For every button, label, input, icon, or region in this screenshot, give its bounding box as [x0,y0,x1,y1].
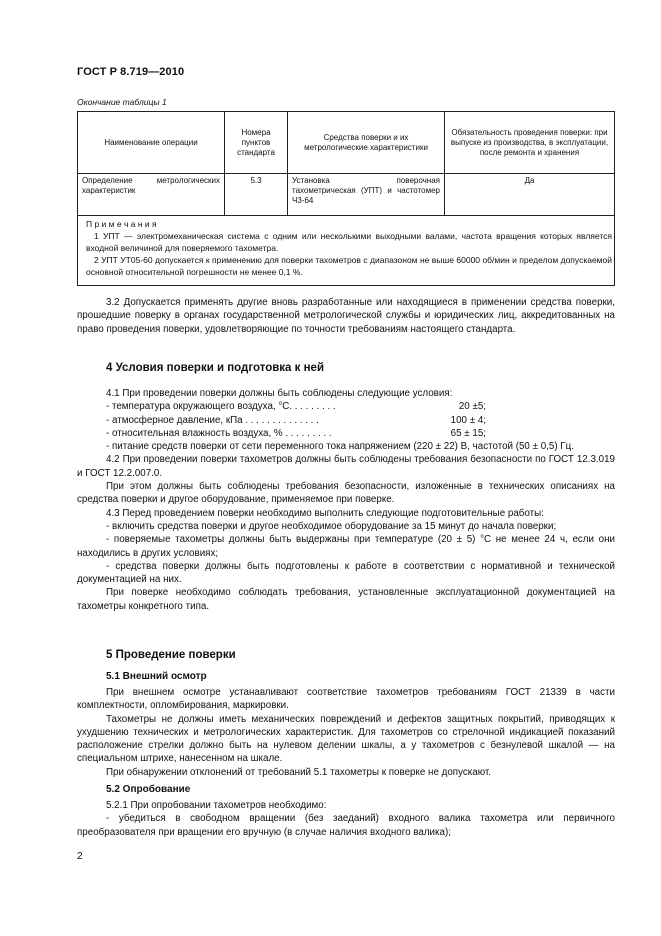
header-means: Средства поверки и их метрологические характеристики [288,112,445,174]
cell-means: Установка поверочная тахометрическая (УПТ) и частотомер Ч3-64 [288,174,445,216]
paragraph-5-2-1: 5.2.1 При опробовании тахометров необходимо: [106,800,327,811]
section-5-title: 5 Проведение поверки [106,649,236,661]
notes-title: П р и м е ч а н и я [86,219,157,229]
section-5-2-body [77,799,615,839]
condition-temperature-value: 20 ±5; [458,401,486,413]
paragraph-3-2: 3.2 Допускается применять другие вновь разработанные или находящиеся в применении средства поверки, прошедшие поверку в органах государственной метрологической службы и юридических лиц, аккредитованных на право проведения поверки, удовлетворяющие по точности требованиям настоящего стандарта. [77,297,615,335]
paragraph-5-1-b: Тахометры не должны иметь механических повреждений и дефектов защитных покрытий, приводящих к ухудшению технических и метрологических характеристик. Для тахометров со стрелочной индикацией показаний расположение стрелки должно быть на нулевом делении шкалы, а у тахометров с безнулевой шкалой — на специальном штрихе, нанесенном на шкале. [77,713,615,765]
header-mandatory: Обязательность проведения поверки: при выпуске из производства, в эксплуатации, после ремонта и хранения [445,112,615,174]
condition-humidity [77,427,486,440]
paragraph-4-3-operation: При поверке необходимо соблюдать требования, установленные эксплуатационной документацией на тахометры конкретного типа. [77,587,615,612]
table-row [78,174,615,216]
work-3: - средства поверки должны быть подготовлены к работе в соответствии с нормативной и технической документацией на них. [77,560,615,586]
condition-humidity-label: - относительная влажность воздуха, % . . . . . . . . . [106,427,332,439]
paragraph-5-1-c: При обнаружении отклонений от требований 5.1 тахометры к поверке не допускают. [106,766,491,778]
cell-clause: 5.3 [225,174,288,216]
header-operation: Наименование операции [78,112,225,174]
section-5-1-body [77,686,615,779]
subsection-5-1-title: 5.1 Внешний осмотр [106,671,207,682]
cell-operation: Определение метрологических характеристик [78,174,225,216]
paragraph-4-1: 4.1 При проведении поверки должны быть соблюдены следующие условия: [106,388,453,399]
cell-mandatory: Да [445,174,615,216]
condition-power: - питание средств поверки от сети переменного тока напряжением (220 ± 22) В, частотой (50 ± 0,5) Гц. [106,441,574,453]
section-4-title: 4 Условия поверки и подготовка к ней [106,362,325,374]
condition-temperature [77,400,486,413]
section-4-body [77,387,615,613]
condition-pressure-label: - атмосферное давление, кПа . . . . . . . . . . . . . . [106,414,319,426]
work-2: - поверяемые тахометры должны быть выдержаны при температуре (20 ± 5) °С не менее 24 ч, если они находились в других условиях; [77,534,615,559]
paragraph-4-2-safety: При этом должны быть соблюдены требования безопасности, изложенные в технических описаниях на средства поверки и другое оборудование, применяемое при поверке. [77,481,615,506]
note-2: 2 УПТ УТ05-60 допускается к применению для поверки тахометров с диапазоном не выше 60000 об/мин и пределом допускаемой основной относительной погрешности не менее 0,1 %. [86,255,612,277]
paragraph-3-2-block [77,296,615,336]
condition-temperature-label: - температура окружающего воздуха, °С. . . . . . . . . [106,401,336,413]
standard-header: ГОСТ Р 8.719—2010 [77,66,185,78]
table-caption: Окончание таблицы 1 [77,97,167,107]
paragraph-4-3: 4.3 Перед проведением поверки необходимо выполнить следующие подготовительные работы: [106,507,544,519]
table-header-row [78,112,615,174]
subsection-5-2-title: 5.2 Опробование [106,784,191,795]
paragraph-5-1-a: При внешнем осмотре устанавливают соответствие тахометров требованиям ГОСТ 21339 в части комплектности, опломбирования, маркировки. [77,687,615,712]
condition-humidity-value: 65 ± 15; [450,427,486,439]
page-number: 2 [77,851,83,862]
work-1: - включить средства поверки и другое необходимое оборудование за 15 минут до начала поверки; [106,520,557,532]
condition-pressure-value: 100 ± 4; [450,414,486,426]
note-1: 1 УПТ — электромеханическая система с одним или несколькими выходными валами, частота вращения которых является входной величиной для поверяемого тахометра. [86,231,612,253]
condition-pressure [77,414,486,427]
header-clause: Номера пунктов стандарта [225,112,288,174]
paragraph-4-2: 4.2 При проведении поверки тахометров должны быть соблюдены требования безопасности по ГОСТ 12.3.019 и ГОСТ 12.2.007.0. [77,454,615,479]
table-notes [86,218,612,278]
paragraph-5-2-1-a: - убедиться в свободном вращении (без заеданий) входного валика тахометра или первичного преобразователя при вращении его вручную (в случае наличия входного валика); [77,813,615,838]
